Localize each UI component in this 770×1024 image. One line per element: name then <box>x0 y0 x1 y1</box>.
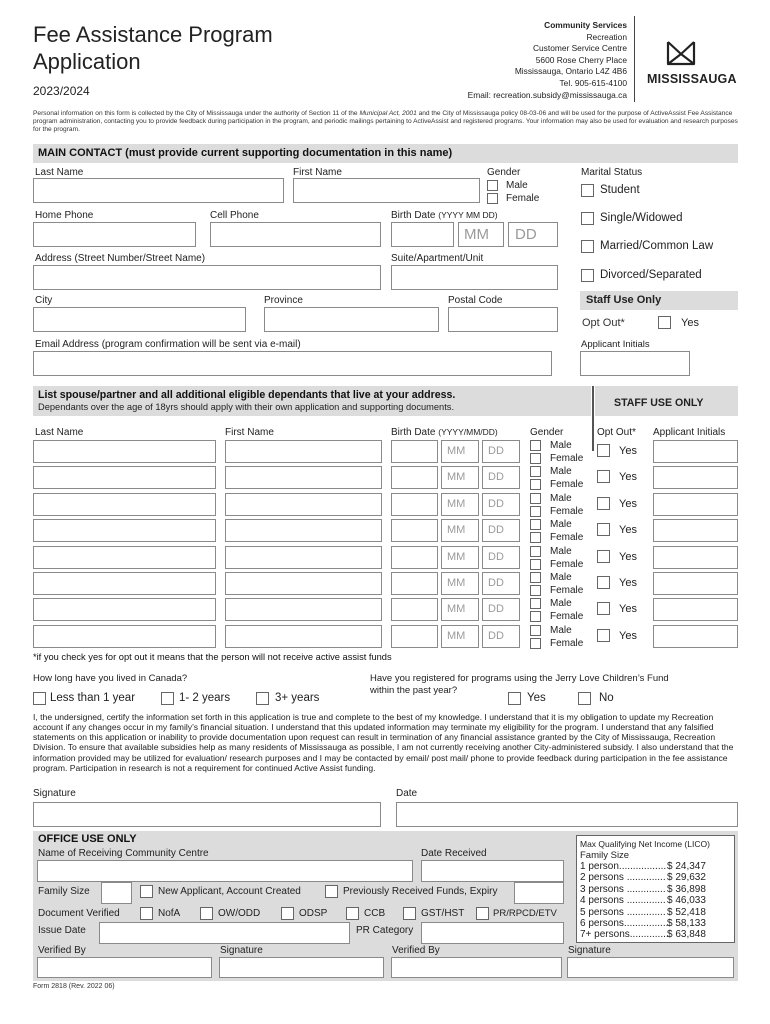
dep-opt-out-yes-label: Yes <box>619 551 637 563</box>
dep-gender-female-label: Female <box>550 453 584 464</box>
dep-opt-out-yes-label: Yes <box>619 524 637 536</box>
dep-birth-year-input[interactable] <box>391 519 438 542</box>
form-year: 2023/2024 <box>33 84 90 98</box>
address-line: Tel. 905-615-4100 <box>559 77 627 88</box>
dep-birth-day-placeholder: DD <box>488 603 504 615</box>
lico-row-label: 1 person................. <box>580 861 667 872</box>
gender-male-checkbox[interactable] <box>487 180 498 191</box>
staff-divider <box>592 386 594 451</box>
canada-less-than-1-checkbox[interactable] <box>33 692 46 705</box>
dep-birth-year-input[interactable] <box>391 598 438 621</box>
marital-single-label: Single/Widowed <box>600 212 683 224</box>
dep-opt-out-checkbox[interactable] <box>597 576 610 589</box>
dep-opt-out-checkbox[interactable] <box>597 550 610 563</box>
opt-out-yes-label: Yes <box>681 317 699 329</box>
address-line: Recreation <box>586 31 627 42</box>
dependants-footnote: *if you check yes for opt out it means that the person will not receive active assist funds <box>33 652 392 662</box>
date-received-label: Date Received <box>421 848 487 859</box>
dep-birth-year-input[interactable] <box>391 625 438 648</box>
verified-by-2-label: Verified By <box>392 945 440 956</box>
pr-category-label: PR Category <box>356 925 414 936</box>
header-divider <box>634 16 635 102</box>
dep-applicant-initials-input[interactable] <box>653 493 738 516</box>
dep-gender-female-label: Female <box>550 479 584 490</box>
dep-birth-year-input[interactable] <box>391 440 438 463</box>
email-input[interactable] <box>33 351 552 376</box>
form-title-line2: Application <box>33 49 141 74</box>
dep-gender-male-checkbox[interactable] <box>530 546 541 557</box>
dep-last-name-input[interactable] <box>33 519 216 542</box>
cell-phone-input[interactable] <box>210 222 381 247</box>
dep-gender-female-label: Female <box>550 611 584 622</box>
dep-birth-year-input[interactable] <box>391 493 438 516</box>
birth-day-placeholder: DD <box>515 226 537 243</box>
verified-by-2-input[interactable] <box>391 957 562 978</box>
doc-pr-rpcd-etv-label: PR/RPCD/ETV <box>493 908 557 919</box>
dep-gender-male-checkbox[interactable] <box>530 493 541 504</box>
previously-received-label: Previously Received Funds, Expiry <box>343 886 498 897</box>
dep-birth-day-placeholder: DD <box>488 471 504 483</box>
address-line: Community Services <box>544 20 627 30</box>
dep-gender-female-checkbox[interactable] <box>530 479 541 490</box>
dep-opt-out-yes-label: Yes <box>619 471 637 483</box>
marital-status-label: Marital Status <box>581 167 643 178</box>
dep-gender-female-checkbox[interactable] <box>530 506 541 517</box>
lico-family-size-header: Family Size <box>580 850 630 861</box>
doc-odsp-label: ODSP <box>299 908 328 919</box>
dep-gender-male-label: Male <box>550 625 572 636</box>
jerry-love-no-label: No <box>599 692 614 704</box>
dep-last-name-input[interactable] <box>33 625 216 648</box>
dep-birth-month-placeholder: MM <box>447 551 466 563</box>
office-heading: OFFICE USE ONLY <box>38 833 137 845</box>
gender-male-label: Male <box>506 180 528 191</box>
marital-divorced-label: Divorced/Separated <box>600 269 702 281</box>
province-input[interactable] <box>264 307 439 332</box>
signature-1-label: Signature <box>220 945 263 956</box>
dep-gender-male-label: Male <box>550 598 572 609</box>
doc-gst-hst-label: GST/HST <box>421 908 465 919</box>
dep-applicant-initials-input[interactable] <box>653 598 738 621</box>
dep-gender-header: Gender <box>530 427 564 438</box>
dep-opt-out-yes-label: Yes <box>619 577 637 589</box>
dep-first-name-input[interactable] <box>225 546 382 569</box>
dep-first-name-header: First Name <box>225 427 274 438</box>
doc-nofa-label: NofA <box>158 908 181 919</box>
gender-label: Gender <box>487 167 521 178</box>
lico-row-label: 4 persons .............. <box>580 895 666 907</box>
dep-opt-out-checkbox[interactable] <box>597 470 610 483</box>
dep-first-name-input[interactable] <box>225 493 382 516</box>
dep-gender-female-label: Female <box>550 506 584 517</box>
dep-last-name-input[interactable] <box>33 598 216 621</box>
date-received-input[interactable] <box>421 860 564 882</box>
expiry-input[interactable] <box>514 882 564 904</box>
lico-row-amount: $ 24,347 <box>667 861 706 872</box>
lico-row-amount: $ 52,418 <box>667 906 706 918</box>
lico-row-label: 3 persons .............. <box>580 883 666 895</box>
marital-student-label: Student <box>600 184 640 196</box>
date-label: Date <box>396 788 418 799</box>
gender-female-checkbox[interactable] <box>487 193 498 204</box>
address-line: Email: recreation.subsidy@mississauga.ca <box>467 89 627 100</box>
staff-heading: STAFF USE ONLY <box>614 397 704 409</box>
dep-opt-out-yes-label: Yes <box>619 445 637 457</box>
dep-gender-female-label: Female <box>550 559 584 570</box>
opt-out-checkbox[interactable] <box>658 316 671 329</box>
marital-single-checkbox[interactable] <box>581 212 594 225</box>
issue-date-label: Issue Date <box>38 925 86 936</box>
postal-code-input[interactable] <box>448 307 558 332</box>
dep-birth-year-input[interactable] <box>391 546 438 569</box>
certification-text: I, the undersigned, certify the information set forth in this application is true and complete to the best of my knowledge. I understand that it is my obligation to update my Recreation account if any changes occur in my family’s financial situation. I understand that this updated information may terminate my eligibility for the program. I understand that any falsified statements on this application or inability to provide documentation upon request can result in termination of any financial assistance granted by the City of Mississauga, Recreation Division. To ensure that available subsidies help as many residents of Mississauga as possible, I am not currently receiving another City-administered subsidy. I also understand that the information provided may be utilized for evaluation/ research purposes and I may be contacted by email/ post mail/ phone to provide feedback during participation in the fee assistance program. Participation in research is not a requirement for continued Active Assist funding. <box>33 712 734 773</box>
lico-row-amount: $ 58,133 <box>667 918 706 929</box>
main-contact-heading: MAIN CONTACT (must provide current supporting documentation in this name) <box>38 147 453 159</box>
doc-gst-hst-checkbox[interactable] <box>403 907 416 920</box>
city-label: City <box>35 295 53 306</box>
applicant-initials-label: Applicant Initials <box>581 339 650 350</box>
dep-gender-female-label: Female <box>550 585 584 596</box>
dep-birth-month-placeholder: MM <box>447 471 466 483</box>
dep-gender-female-label: Female <box>550 532 584 543</box>
dep-first-name-input[interactable] <box>225 625 382 648</box>
dep-gender-male-label: Male <box>550 572 572 583</box>
doc-pr-rpcd-etv-checkbox[interactable] <box>476 907 489 920</box>
dep-opt-out-checkbox[interactable] <box>597 602 610 615</box>
cell-phone-label: Cell Phone <box>210 210 259 221</box>
family-size-label: Family Size <box>38 886 90 897</box>
dep-birth-month-placeholder: MM <box>447 603 466 615</box>
dependants-heading: List spouse/partner and all additional eligible dependants that live at your address. <box>38 389 456 401</box>
logo-wordmark: MISSISSAUGA <box>647 72 737 86</box>
document-verified-label: Document Verified <box>38 908 120 919</box>
dep-first-name-input[interactable] <box>225 519 382 542</box>
dep-birth-day-placeholder: DD <box>488 445 504 457</box>
dep-gender-male-label: Male <box>550 440 572 451</box>
dep-applicant-initials-input[interactable] <box>653 546 738 569</box>
dep-birth-date-header: Birth Date (YYYY/MM/DD) <box>391 427 498 438</box>
signature-1-input[interactable] <box>219 957 384 978</box>
city-input[interactable] <box>33 307 246 332</box>
dep-last-name-input[interactable] <box>33 572 216 595</box>
address-input[interactable] <box>33 265 381 290</box>
family-size-input[interactable] <box>101 882 132 904</box>
suite-input[interactable] <box>391 265 558 290</box>
dep-opt-out-yes-label: Yes <box>619 603 637 615</box>
dep-birth-month-placeholder: MM <box>447 630 466 642</box>
dependants-subheading: Dependants over the age of 18yrs should apply with their own application and supporting documents. <box>38 402 455 412</box>
dep-first-name-input[interactable] <box>225 440 382 463</box>
home-phone-input[interactable] <box>33 222 196 247</box>
privacy-notice: Personal information on this form is collected by the City of Mississauga under the authority of Section 11 of the Municipal Act, 2001 and the City of Mississauga policy 08-03-06 and will be used for the purpose of ActiveAssist Fee Assistance program administration, contacting you to provide feedback during participation in the program, and periodic mailings pertaining to ActiveAssist and registered programs. Your information may also be used for evaluation and research purposes for the program. <box>33 110 738 134</box>
dep-birth-month-placeholder: MM <box>447 577 466 589</box>
new-applicant-label: New Applicant, Account Created <box>158 886 301 897</box>
lico-row-amount: $ 63,848 <box>667 929 706 941</box>
previously-received-checkbox[interactable] <box>325 885 338 898</box>
doc-ccb-label: CCB <box>364 908 386 919</box>
dep-gender-female-label: Female <box>550 638 584 649</box>
lico-row-label: 2 persons .............. <box>580 872 666 884</box>
doc-nofa-checkbox[interactable] <box>140 907 153 920</box>
jerry-love-question-line1: Have you registered for programs using the Jerry Love Children’s Fund <box>370 673 669 684</box>
address-line: Customer Service Centre <box>532 43 627 54</box>
dep-birth-month-placeholder: MM <box>447 445 466 457</box>
marital-student-checkbox[interactable] <box>581 184 594 197</box>
doc-ow-odd-label: OW/ODD <box>218 908 261 919</box>
dep-opt-out-checkbox[interactable] <box>597 629 610 642</box>
birth-year-input[interactable] <box>391 222 454 247</box>
dep-first-name-input[interactable] <box>225 466 382 489</box>
lico-table <box>576 835 735 943</box>
dep-last-name-input[interactable] <box>33 546 216 569</box>
form-title-line1: Fee Assistance Program <box>33 22 273 47</box>
jerry-love-yes-label: Yes <box>527 692 546 704</box>
signature-input[interactable] <box>33 802 381 827</box>
dep-applicant-initials-input[interactable] <box>653 519 738 542</box>
dep-birth-year-input[interactable] <box>391 572 438 595</box>
applicant-initials-input[interactable] <box>580 351 690 376</box>
dep-gender-male-checkbox[interactable] <box>530 440 541 451</box>
dep-gender-male-label: Male <box>550 493 572 504</box>
dep-birth-day-placeholder: DD <box>488 551 504 563</box>
dep-gender-male-checkbox[interactable] <box>530 519 541 530</box>
dep-gender-female-checkbox[interactable] <box>530 638 541 649</box>
dep-last-name-input[interactable] <box>33 493 216 516</box>
address-line: Mississauga, Ontario L4Z 4B6 <box>514 66 627 77</box>
dep-opt-out-checkbox[interactable] <box>597 523 610 536</box>
dep-initials-header: Applicant Initials <box>653 427 726 438</box>
last-name-input[interactable] <box>33 178 284 203</box>
verified-by-1-input[interactable] <box>37 957 212 978</box>
verified-by-1-label: Verified By <box>38 945 86 956</box>
canada-question: How long have you lived in Canada? <box>33 673 188 684</box>
dep-birth-year-input[interactable] <box>391 466 438 489</box>
dep-applicant-initials-input[interactable] <box>653 466 738 489</box>
lico-row-amount: $ 36,898 <box>667 883 706 895</box>
dep-birth-month-placeholder: MM <box>447 498 466 510</box>
issue-date-input[interactable] <box>99 922 350 944</box>
dep-gender-male-label: Male <box>550 519 572 530</box>
dep-birth-day-placeholder: DD <box>488 577 504 589</box>
date-input[interactable] <box>396 802 738 827</box>
first-name-input[interactable] <box>293 178 480 203</box>
dep-birth-day-placeholder: DD <box>488 524 504 536</box>
dep-last-name-header: Last Name <box>35 427 84 438</box>
dep-gender-male-checkbox[interactable] <box>530 625 541 636</box>
canada-3-plus-checkbox[interactable] <box>256 692 269 705</box>
signature-2-input[interactable] <box>567 957 734 978</box>
dep-opt-out-yes-label: Yes <box>619 630 637 642</box>
canada-1-2-years-checkbox[interactable] <box>161 692 174 705</box>
email-label: Email Address (program confirmation will be sent via e-mail) <box>35 339 301 350</box>
dep-first-name-input[interactable] <box>225 598 382 621</box>
first-name-label: First Name <box>293 167 342 178</box>
marital-married-label: Married/Common Law <box>600 240 714 252</box>
signature-2-label: Signature <box>568 945 611 956</box>
opt-out-label: Opt Out* <box>582 317 625 329</box>
dep-gender-male-label: Male <box>550 546 572 557</box>
dep-applicant-initials-input[interactable] <box>653 440 738 463</box>
dep-birth-month-placeholder: MM <box>447 524 466 536</box>
postal-code-label: Postal Code <box>448 295 503 306</box>
canada-1-2-years-label: 1- 2 years <box>179 692 231 704</box>
lico-row-label: 7+ persons.............. <box>580 929 669 941</box>
lico-row-amount: $ 29,632 <box>667 872 706 884</box>
contact-address-block <box>400 20 627 101</box>
province-label: Province <box>264 295 303 306</box>
new-applicant-checkbox[interactable] <box>140 885 153 898</box>
dep-applicant-initials-input[interactable] <box>653 572 738 595</box>
pr-category-input[interactable] <box>421 922 564 944</box>
dep-gender-male-checkbox[interactable] <box>530 598 541 609</box>
dep-gender-female-checkbox[interactable] <box>530 585 541 596</box>
jerry-love-yes-checkbox[interactable] <box>508 692 521 705</box>
marital-divorced-checkbox[interactable] <box>581 269 594 282</box>
lico-row-label: 5 persons .............. <box>580 906 666 918</box>
dep-gender-male-label: Male <box>550 466 572 477</box>
lico-row-amount: $ 46,033 <box>667 895 706 907</box>
gender-female-label: Female <box>506 193 540 204</box>
dep-birth-day-placeholder: DD <box>488 498 504 510</box>
doc-ow-odd-checkbox[interactable] <box>200 907 213 920</box>
canada-3-plus-label: 3+ years <box>275 692 320 704</box>
lico-title: Max Qualifying Net Income (LICO) <box>580 839 710 849</box>
doc-ccb-checkbox[interactable] <box>346 907 359 920</box>
mississauga-logo <box>643 40 738 88</box>
dep-applicant-initials-input[interactable] <box>653 625 738 648</box>
birth-date-label: Birth Date (YYYY MM DD) <box>391 210 498 221</box>
canada-less-than-1-label: Less than 1 year <box>50 692 136 704</box>
dep-first-name-input[interactable] <box>225 572 382 595</box>
dep-opt-out-checkbox[interactable] <box>597 444 610 457</box>
dep-last-name-input[interactable] <box>33 440 216 463</box>
community-centre-label: Name of Receiving Community Centre <box>38 848 209 859</box>
community-centre-input[interactable] <box>37 860 413 882</box>
dep-opt-out-header: Opt Out* <box>597 427 636 438</box>
dep-gender-male-checkbox[interactable] <box>530 466 541 477</box>
last-name-label: Last Name <box>35 167 84 178</box>
dep-gender-female-checkbox[interactable] <box>530 532 541 543</box>
dep-gender-female-checkbox[interactable] <box>530 453 541 464</box>
form-number-footer: Form 2818 (Rev. 2022 06) <box>33 983 115 990</box>
jerry-love-question-line2: within the past year? <box>370 685 458 696</box>
dep-opt-out-checkbox[interactable] <box>597 497 610 510</box>
dep-last-name-input[interactable] <box>33 466 216 489</box>
dep-opt-out-yes-label: Yes <box>619 498 637 510</box>
lico-row-label: 6 persons................ <box>580 918 669 929</box>
dep-gender-male-checkbox[interactable] <box>530 572 541 583</box>
jerry-love-no-checkbox[interactable] <box>578 692 591 705</box>
address-line: 5600 Rose Cherry Place <box>535 54 627 65</box>
logo-mark-icon <box>666 40 696 66</box>
staff-use-only-label: Staff Use Only <box>586 294 662 306</box>
birth-month-placeholder: MM <box>464 226 489 243</box>
dep-gender-female-checkbox[interactable] <box>530 611 541 622</box>
address-label: Address (Street Number/Street Name) <box>35 253 206 264</box>
suite-label: Suite/Apartment/Unit <box>391 253 484 264</box>
marital-married-checkbox[interactable] <box>581 240 594 253</box>
dep-gender-female-checkbox[interactable] <box>530 559 541 570</box>
home-phone-label: Home Phone <box>35 210 94 221</box>
signature-label: Signature <box>33 788 76 799</box>
dep-birth-day-placeholder: DD <box>488 630 504 642</box>
doc-odsp-checkbox[interactable] <box>281 907 294 920</box>
